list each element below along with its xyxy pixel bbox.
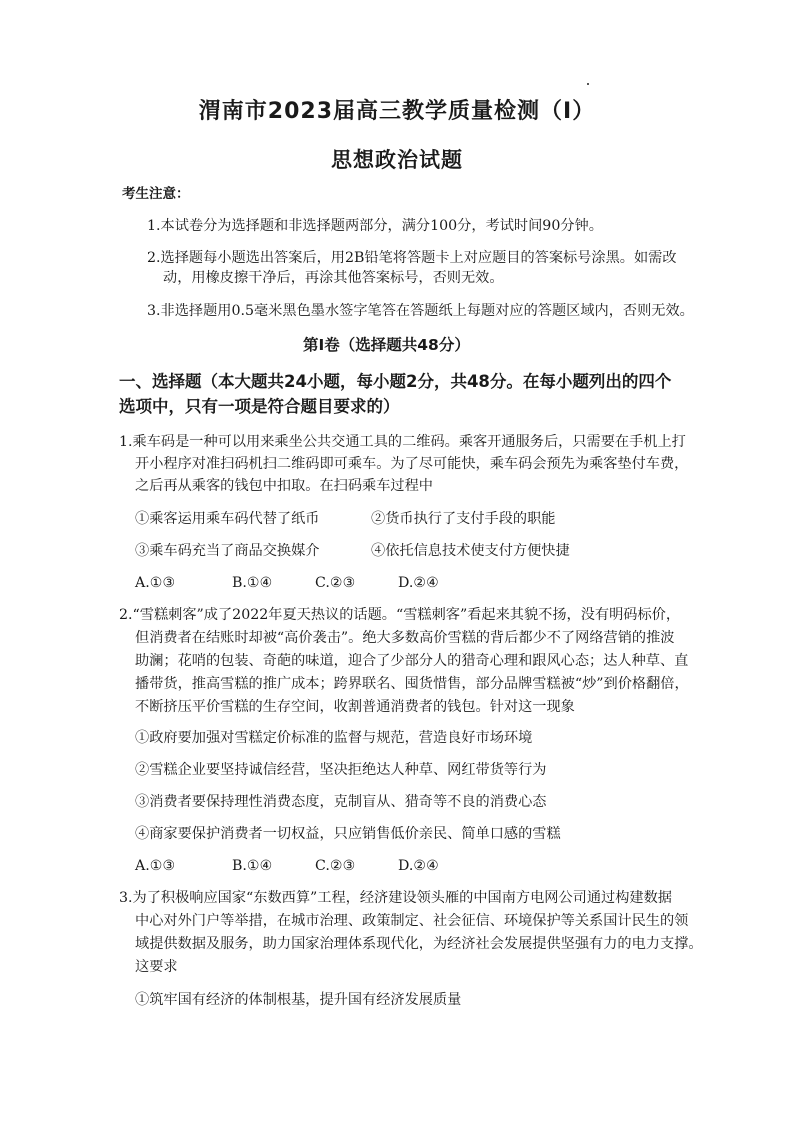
q2-option-4: ④商家要保护消费者一切权益，只应销售低价亲民、简单口感的雪糕	[135, 826, 561, 842]
section-heading-line2: 选项中，只有一项是符合题目要求的）	[119, 397, 400, 416]
q2-answer-a: A.①③	[135, 858, 176, 874]
q3-option-1: ①筑牢国有经济的体制根基，提升国有经济发展质量	[135, 992, 462, 1008]
scan-dot	[587, 83, 589, 85]
q2-stem-line4: 播带货，推高雪糕的推广成本；跨界联名、囤货惜售，部分品牌雪糕被“炒”到价格翻倍，	[135, 676, 689, 692]
q2-answer-b: B.①④	[232, 858, 273, 874]
q1-answer-b: B.①④	[232, 575, 273, 591]
q2-option-1: ①政府要加强对雪糕定价标准的监督与规范，营造良好市场环境	[135, 730, 533, 746]
notice-item-2: 2.选择题每小题选出答案后，用2B铅笔将答题卡上对应题目的答案标号涂黑。如需改	[147, 250, 677, 266]
q1-answer-a: A.①③	[135, 575, 176, 591]
q3-stem-line4: 这要求	[135, 959, 178, 975]
q3-stem-line3: 域提供数据及服务，助力国家治理体系现代化，为经济社会发展提供坚强有力的电力支撑。	[135, 936, 703, 952]
q3-stem-line2: 中心对外门户等举措，在城市治理、政策制定、社会征信、环境保护等关系国计民生的领	[135, 913, 689, 929]
notice-item-3: 3.非选择题用0.5毫米黑色墨水签字笔答在答题纸上每题对应的答题区域内，否则无效。	[147, 303, 694, 319]
notice-item-2-cont: 动，用橡皮擦干净后，再涂其他答案标号，否则无效。	[163, 270, 504, 286]
section-heading-line1: 一、选择题（本大题共24小题，每小题2分，共48分。在每小题列出的四个	[119, 372, 672, 391]
q1-option-1: ①乘客运用乘车码代替了纸币	[135, 511, 320, 527]
q3-stem-line1: 3.为了积极响应国家“东数西算”工程，经济建设领头雁的中国南方电网公司通过构建数据	[119, 890, 672, 906]
notice-heading: 考生注意：	[122, 186, 190, 202]
q1-option-3: ③乘车码充当了商品交换媒介	[135, 543, 320, 559]
q2-stem-line2: 但消费者在结账时却被“高价袭击”。绝大多数高价雪糕的背后都少不了网络营销的推波	[135, 630, 675, 646]
q2-answer-c: C.②③	[315, 858, 356, 874]
exam-subtitle: 思想政治试题	[331, 148, 463, 172]
q1-answer-c: C.②③	[315, 575, 356, 591]
q2-stem-line3: 助澜；花哨的包装、奇葩的味道，迎合了少部分人的猎奇心理和跟风心态；达人种草、直	[135, 653, 689, 669]
q1-answer-d: D.②④	[398, 575, 439, 591]
q2-stem-line1: 2.“雪糕刺客”成了2022年夏天热议的话题。“雪糕刺客”看起来其貌不扬，没有明码标价，	[119, 607, 681, 623]
q1-option-4: ④依托信息技术使支付方便快捷	[371, 543, 570, 559]
q1-stem-line2: 开小程序对准扫码机扫二维码即可乘车。为了尽可能快，乘车码会预先为乘客垫付车费，	[135, 456, 689, 472]
volume-title: 第Ⅰ卷（选择题共48分）	[303, 336, 470, 354]
q2-stem-line5: 不断挤压平价雪糕的生存空间，收割普通消费者的钱包。针对这一现象	[135, 699, 575, 715]
q1-option-2: ②货币执行了支付手段的职能	[371, 511, 556, 527]
q2-option-2: ②雪糕企业要坚持诚信经营，坚决拒绝达人种草、网红带货等行为	[135, 762, 547, 778]
q2-answer-d: D.②④	[398, 858, 439, 874]
exam-title: 渭南市2023届高三教学质量检测（Ⅰ）	[198, 99, 596, 124]
q1-stem-line3: 之后再从乘客的钱包中扣取。在扫码乘车过程中	[135, 478, 433, 494]
q2-option-3: ③消费者要保持理性消费态度，克制盲从、猎奇等不良的消费心态	[135, 794, 547, 810]
q1-stem-line1: 1.乘车码是一种可以用来乘坐公共交通工具的二维码。乘客开通服务后，只需要在手机上打	[119, 434, 686, 450]
notice-item-1: 1.本试卷分为选择题和非选择题两部分，满分100分，考试时间90分钟。	[147, 218, 603, 234]
